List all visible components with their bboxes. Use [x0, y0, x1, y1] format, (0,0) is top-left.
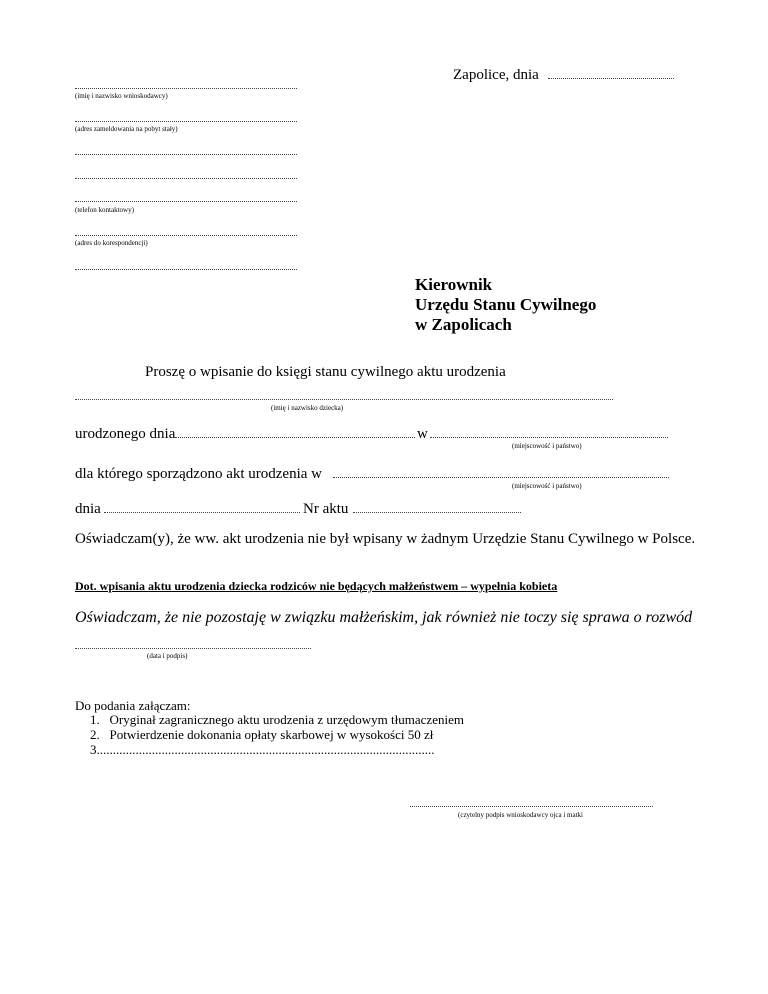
child-name-label: (imię i nazwisko dziecka)	[271, 404, 344, 412]
signature-label: (czytelny podpis wnioskodawcy ojca i matki	[458, 811, 583, 819]
attachment-item-1: 1. Oryginał zagranicznego aktu urodzenia z urzędowym tłumaczeniem	[90, 712, 464, 727]
birth-date-field[interactable]	[175, 437, 415, 438]
correspondence-address-line-2[interactable]	[75, 269, 297, 270]
act-number-label: Nr aktu	[303, 501, 349, 517]
attachment-item-3[interactable]: 3........................................................................................................	[90, 742, 435, 757]
act-date-field[interactable]	[104, 512, 300, 513]
applicant-phone-label: (telefon kontaktowy)	[75, 206, 134, 214]
birth-place-field[interactable]	[430, 437, 668, 438]
child-name-field[interactable]	[75, 399, 613, 400]
request-intro: Proszę o wpisanie do księgi stanu cywilnego aktu urodzenia	[145, 364, 506, 380]
act-place-field[interactable]	[333, 477, 669, 478]
attachments-heading: Do podania załączam:	[75, 698, 191, 713]
date-field[interactable]	[548, 78, 674, 79]
signature-field[interactable]	[410, 806, 653, 807]
in-label: w	[417, 426, 428, 442]
unmarried-heading: Dot. wpisania aktu urodzenia dziecka rodziców nie będących małżeństwem – wypełnia kobieta	[75, 579, 558, 593]
correspondence-address-label: (adres do korespondencji)	[75, 239, 148, 247]
applicant-address-field[interactable]	[75, 121, 297, 122]
applicant-phone-field[interactable]	[75, 201, 297, 202]
act-place-sublabel: (miejscowość i państwo)	[512, 482, 582, 490]
date-sign-field[interactable]	[75, 648, 311, 649]
applicant-name-label: (imię i nazwisko wnioskodawcy)	[75, 92, 168, 100]
correspondence-address-field[interactable]	[75, 235, 297, 236]
applicant-address-label: (adres zameldowania na pobyt stały)	[75, 125, 178, 133]
attachment-item-2: 2. Potwierdzenie dokonania opłaty skarbowej w wysokości 50 zł	[90, 727, 434, 742]
place-date-label: Zapolice, dnia	[453, 67, 539, 83]
applicant-address-line-2[interactable]	[75, 154, 297, 155]
applicant-address-line-3[interactable]	[75, 178, 297, 179]
recipient-line-1: Kierownik	[415, 275, 493, 294]
applicant-name-field[interactable]	[75, 88, 297, 89]
date-label: dnia	[75, 501, 101, 517]
recipient-line-3: w Zapolicach	[415, 315, 512, 334]
date-sign-label: (data i podpis)	[147, 652, 188, 660]
declaration-text: Oświadczam(y), że ww. akt urodzenia nie był wpisany w żadnym Urzędzie Stanu Cywilnego w Polsce.	[75, 531, 696, 547]
unmarried-statement: Oświadczam, że nie pozostaję w związku małżeńskim, jak również nie toczy się sprawa o rozwód	[75, 609, 693, 626]
act-number-field[interactable]	[353, 512, 521, 513]
born-label: urodzonego dnia	[75, 426, 176, 442]
attachments-list	[90, 712, 464, 757]
act-place-label: dla którego sporządzono akt urodzenia w	[75, 466, 322, 482]
recipient-line-2: Urzędu Stanu Cywilnego	[415, 295, 597, 314]
birth-place-label: (miejscowość i państwo)	[512, 442, 582, 450]
